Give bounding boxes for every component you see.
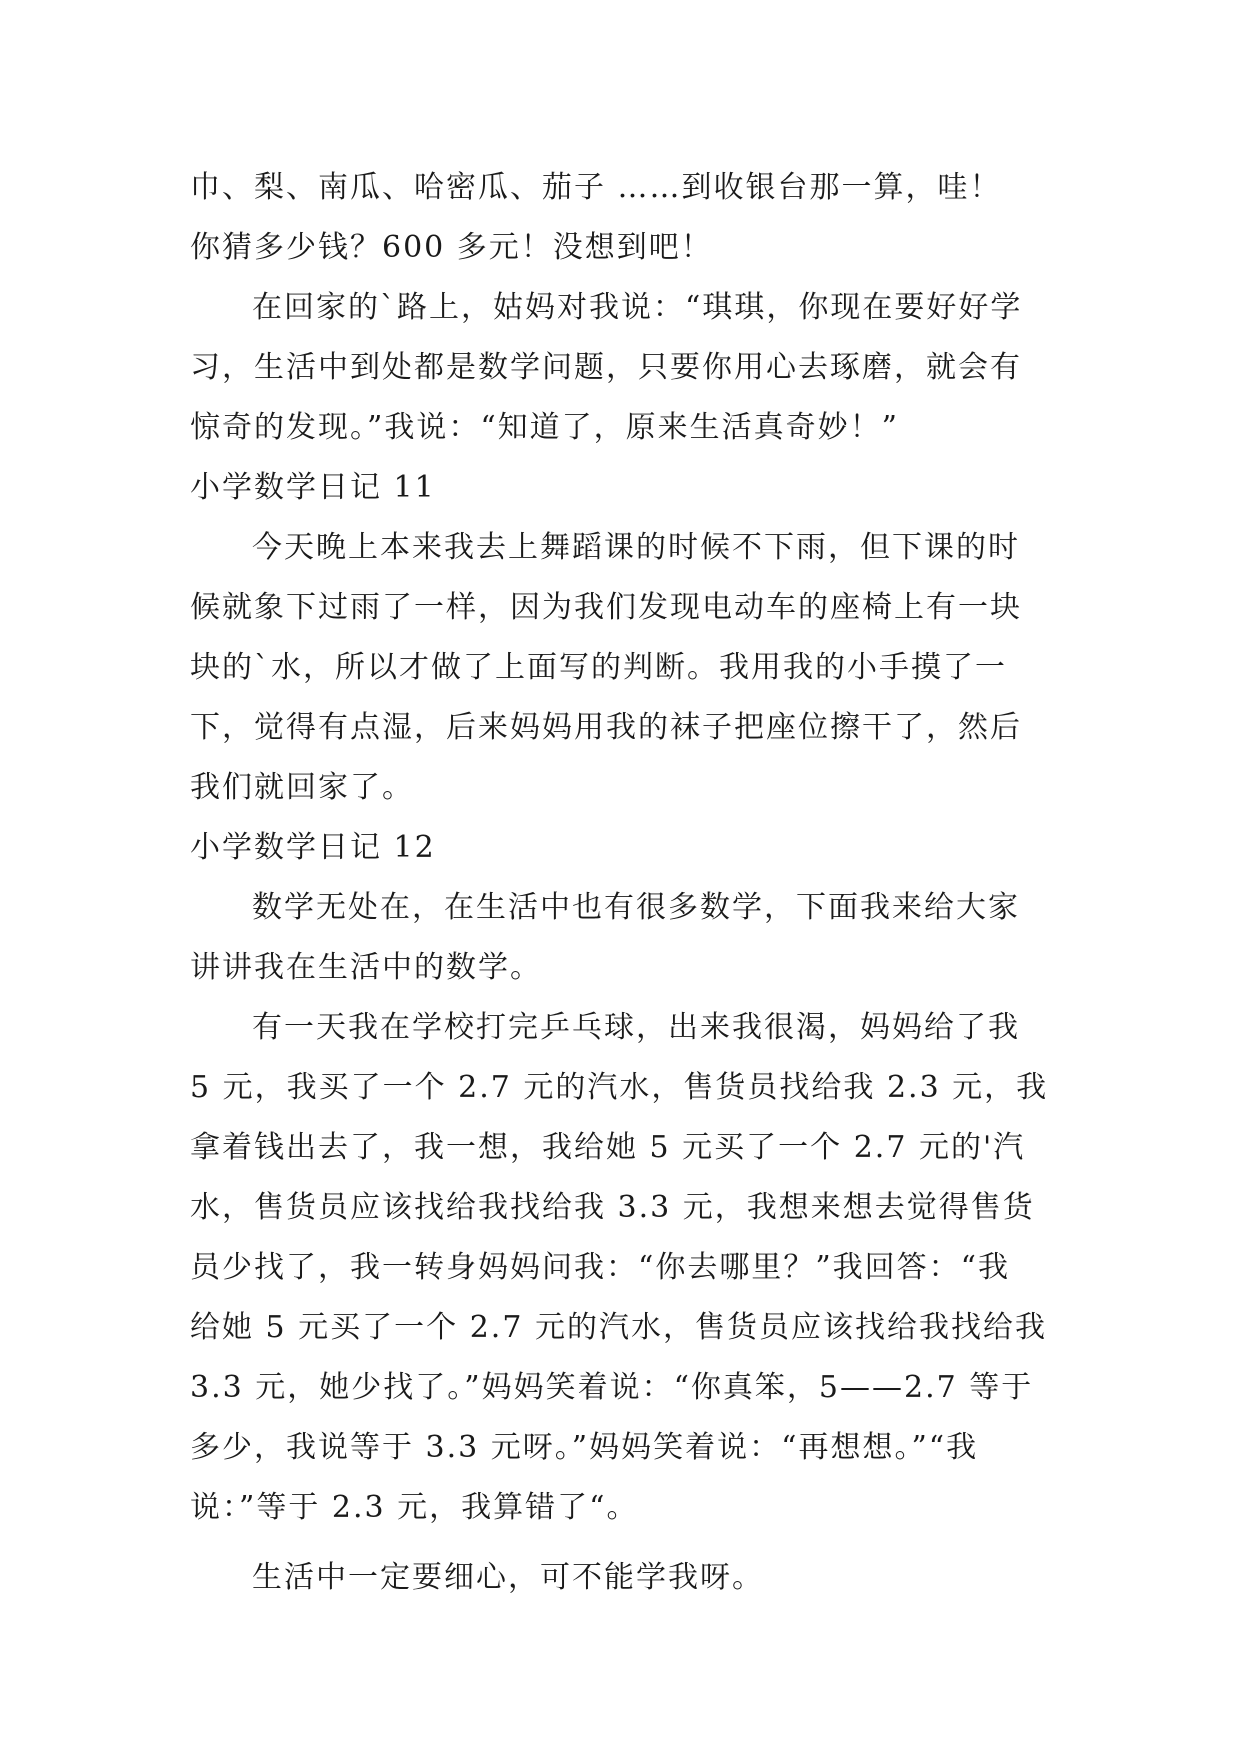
text-line: 块的`水，所以才做了上面写的判断。我用我的小手摸了一 (190, 650, 1007, 685)
text-line: 水，售货员应该找给我找给我 3.3 元，我想来想去觉得售货 (190, 1190, 1035, 1225)
text-line: 惊奇的发现。”我说：“知道了，原来生活真奇妙！” (190, 410, 900, 445)
text-line: 3.3 元，她少找了。”妈妈笑着说：“你真笨，5——2.7 等于 (190, 1370, 1034, 1405)
text-line: 我们就回家了。 (190, 770, 414, 805)
section-heading: 小学数学日记 11 (190, 470, 436, 505)
text-line: 习，生活中到处都是数学问题，只要你用心去琢磨，就会有 (190, 350, 1022, 385)
paragraph-first-line: 数学无处在，在生活中也有很多数学，下面我来给大家 (252, 890, 1020, 925)
text-line: 多少，我说等于 3.3 元呀。”妈妈笑着说：“再想想。”“我 (190, 1430, 979, 1465)
section-heading: 小学数学日记 12 (190, 830, 436, 865)
paragraph-first-line: 今天晚上本来我去上舞蹈课的时候不下雨，但下课的时 (252, 530, 1020, 565)
text-line: 5 元，我买了一个 2.7 元的汽水，售货员找给我 2.3 元，我 (190, 1070, 1049, 1105)
text-line: 员少找了，我一转身妈妈问我：“你去哪里？”我回答：“我 (190, 1250, 1011, 1285)
text-line: 你猜多少钱？600 多元！没想到吧！ (190, 230, 713, 265)
text-line: 给她 5 元买了一个 2.7 元的汽水，售货员应该找给我找给我 (190, 1310, 1047, 1345)
paragraph-first-line: 在回家的`路上，姑妈对我说：“琪琪，你现在要好好学 (252, 290, 1023, 325)
text-line: 说：”等于 2.3 元，我算错了“。 (190, 1490, 639, 1525)
text-line: 下，觉得有点湿，后来妈妈用我的袜子把座位擦干了，然后 (190, 710, 1022, 745)
text-line: 巾、梨、南瓜、哈密瓜、茄子 ……到收银台那一算，哇！ (190, 170, 1002, 205)
paragraph-first-line: 有一天我在学校打完乒乓球，出来我很渴，妈妈给了我 (252, 1010, 1020, 1045)
paragraph-first-line: 生活中一定要细心，可不能学我呀。 (252, 1560, 764, 1595)
text-line: 候就象下过雨了一样，因为我们发现电动车的座椅上有一块 (190, 590, 1022, 625)
text-line: 拿着钱出去了，我一想，我给她 5 元买了一个 2.7 元的'汽 (190, 1130, 1026, 1165)
text-line: 讲讲我在生活中的数学。 (190, 950, 542, 985)
